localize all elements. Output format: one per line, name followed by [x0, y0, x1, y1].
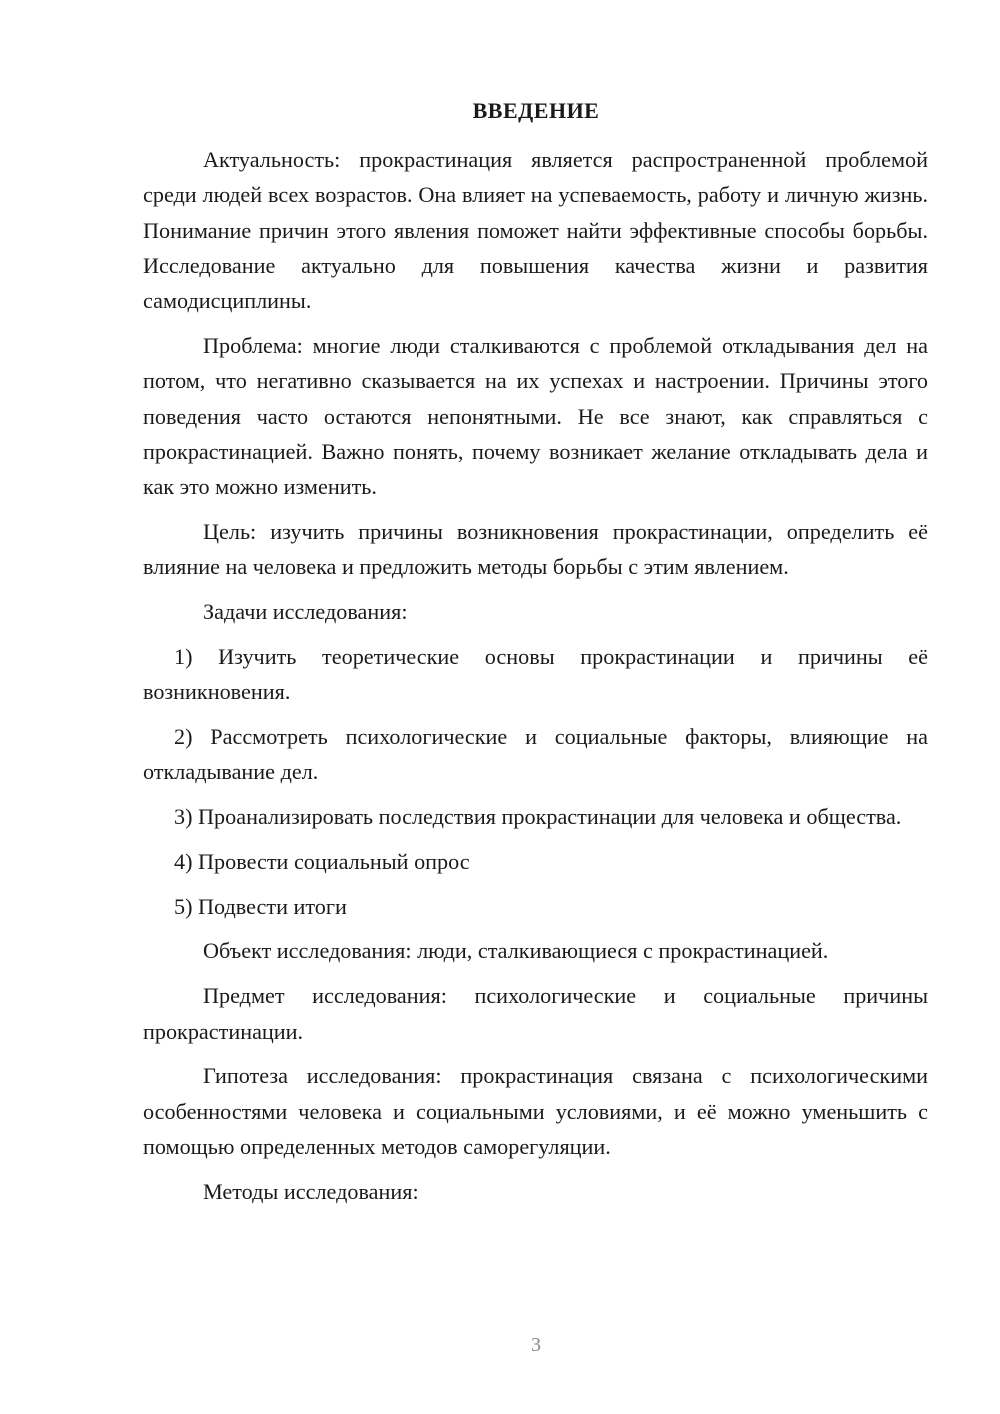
- paragraph-tasks-heading: Задачи исследования:: [203, 599, 408, 625]
- list-item-task-3: 3) Проанализировать последствия прокрастинации для человека и общества.: [174, 804, 902, 830]
- body-text: [143, 142, 928, 1219]
- list-item-task-2: 2) Рассмотреть психологические и социальные факторы, влияющие на откладывание дел.: [143, 723, 928, 785]
- paragraph-problem: Проблема: многие люди сталкиваются с проблемой откладывания дел на потом, что негативно сказывается на их успехах и настроении. Причины этого поведения часто остаются непонятными. Не все знают, как справляться с прокрастинацией. Важно понять, почему возникает желание откладывать дела и как это можно изменить.: [143, 332, 928, 500]
- list-item-task-5: 5) Подвести итоги: [174, 893, 347, 919]
- list-item-task-4: 4) Провести социальный опрос: [174, 848, 470, 874]
- page-number: 3: [531, 1334, 541, 1356]
- paragraph-methods: Методы исследования:: [203, 1178, 419, 1204]
- paragraph-goal: Цель: изучить причины возникновения прокрастинации, определить её влияние на человека и предложить методы борьбы с этим явлением.: [143, 518, 928, 580]
- page-title: ВВЕДЕНИЕ: [472, 98, 600, 123]
- list-item-task-1: 1) Изучить теоретические основы прокрастинации и причины её возникновения.: [143, 643, 928, 705]
- paragraph-object: Объект исследования: люди, сталкивающиеся с прокрастинацией.: [203, 938, 829, 964]
- paragraph-subject: Предмет исследования: психологические и социальные причины прокрастинации.: [143, 983, 928, 1044]
- paragraph-relevance: Актуальность: прокрастинация является распространенной проблемой среди людей всех возрастов. Она влияет на успеваемость, работу и личную жизнь. Понимание причин этого явления поможет найти эффективные способы борьбы. Исследование актуально для повышения качества жизни и развития самодисциплины.: [143, 147, 928, 314]
- paragraph-hypothesis: Гипотеза исследования: прокрастинация связана с психологическими особенностями человека и социальными условиями, и её можно уменьшить с помощью определенных методов саморегуляции.: [143, 1063, 928, 1159]
